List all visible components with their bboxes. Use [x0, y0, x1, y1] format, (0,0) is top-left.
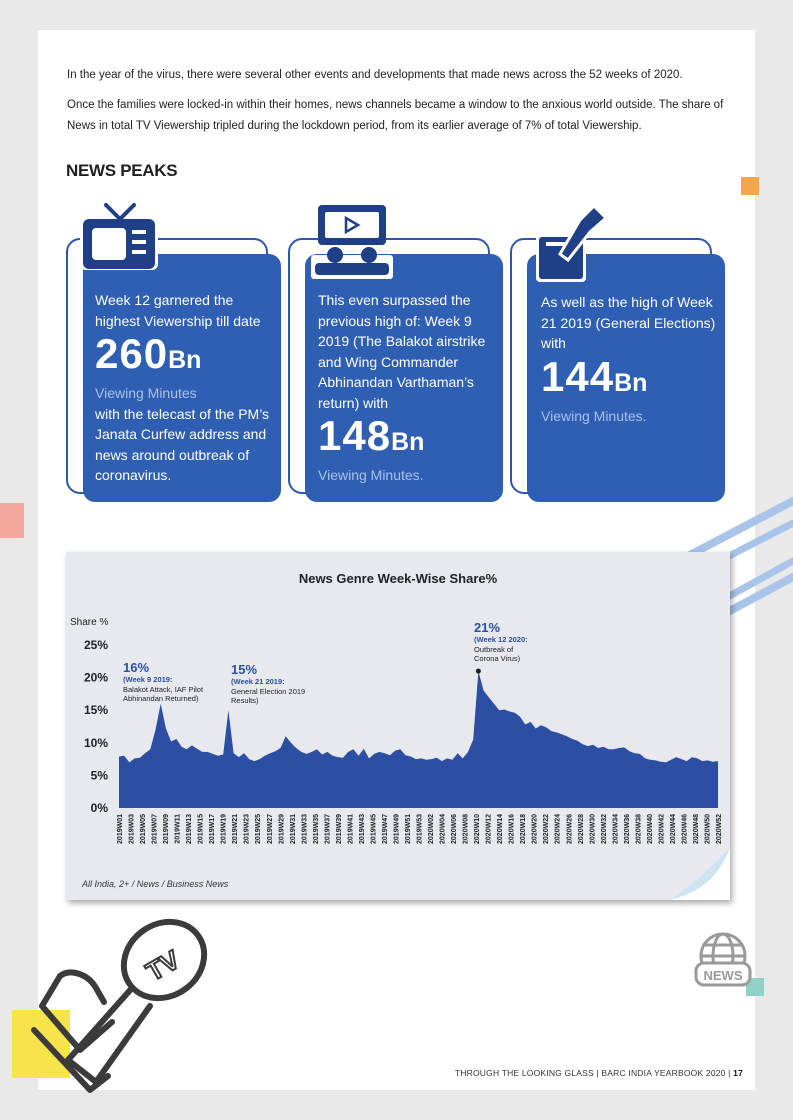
x-tick-label: 2019W05: [140, 814, 148, 844]
x-tick-label: 2019W33: [301, 814, 309, 844]
annotation-text: Outbreak of: [474, 645, 514, 654]
x-tick-label: 2019W31: [289, 814, 297, 844]
x-tick-label: 2020W30: [589, 814, 597, 844]
card-3-subtitle: Viewing Minutes.: [541, 407, 647, 424]
screen-audience-icon: [311, 205, 393, 279]
x-tick-label: 2020W42: [658, 814, 666, 844]
y-tick-label: 0%: [90, 801, 108, 815]
news-globe-icon: [694, 930, 764, 1000]
tv-icon: [80, 202, 158, 270]
annotation-week: (Week 12 2020:: [474, 635, 528, 644]
card-1-value: [95, 331, 275, 383]
chart-title: News Genre Week-Wise Share%: [298, 571, 498, 586]
card-3-text: [541, 292, 721, 426]
annotation-text: Corona Virus): [474, 654, 521, 663]
annotation-value: 21%: [474, 620, 501, 635]
annotation-week: (Week 9 2019:: [123, 675, 173, 684]
x-tick-label: 2020W16: [508, 814, 516, 844]
page-footer: [455, 1068, 743, 1078]
chart-panel: [66, 552, 730, 900]
x-tick-label: 2019W39: [335, 814, 343, 844]
yellow-square-decoration: [12, 1010, 70, 1078]
page-curl-decoration: [670, 848, 730, 900]
annotation-value: 15%: [231, 662, 258, 677]
y-tick-label: 10%: [83, 735, 108, 750]
y-tick-label: 25%: [83, 638, 108, 652]
annotation-week: (Week 21 2019:: [231, 677, 285, 686]
x-tick-label: 2020W08: [462, 814, 470, 844]
annotation-text: Abhinandan Returned): [123, 694, 199, 703]
card-2-text: [318, 290, 498, 486]
x-tick-label: 2020W26: [566, 814, 574, 844]
x-tick-label: 2019W15: [197, 814, 205, 844]
x-tick-label: 2020W12: [485, 814, 493, 844]
footer-text: THROUGH THE LOOKING GLASS | BARC INDIA YEARBOOK 2020 |: [454, 1068, 731, 1078]
x-tick-label: 2019W35: [312, 814, 320, 844]
x-tick-label: 2019W41: [347, 814, 355, 844]
page-number: 17: [733, 1068, 743, 1078]
x-tick-label: 2019W29: [278, 814, 286, 844]
orange-square-decoration: [741, 177, 759, 195]
card-1-subtitle: Viewing Minutes: [95, 385, 197, 401]
card-3-unit: Bn: [614, 368, 648, 397]
x-tick-label: 2020W52: [716, 814, 723, 844]
news-share-chart: [66, 552, 730, 900]
x-tick-label: 2019W23: [243, 814, 251, 844]
x-tick-label: 2019W51: [404, 814, 412, 844]
card-3-number: 144: [541, 352, 615, 400]
y-axis-label: Share %: [70, 617, 109, 628]
x-tick-label: 2020W24: [554, 814, 562, 844]
x-tick-label: 2019W43: [358, 814, 366, 844]
intro-paragraph-1: In the year of the virus, there were several other events and developments that made news across the 52 weeks of 2020.: [67, 69, 683, 81]
x-tick-label: 2020W20: [531, 814, 539, 844]
x-tick-label: 2019W03: [128, 814, 136, 844]
card-1-text: [95, 290, 275, 486]
x-tick-label: 2020W06: [451, 814, 459, 844]
ballot-box-icon: [536, 206, 606, 282]
x-tick-label: 2020W28: [577, 814, 585, 844]
x-tick-label: 2019W37: [324, 814, 332, 844]
card-2-unit: Bn: [391, 428, 425, 456]
x-tick-label: 2020W02: [428, 814, 436, 844]
news-icon-label: NEWS: [703, 968, 743, 983]
peak-marker: [476, 669, 481, 674]
y-tick-label: 20%: [83, 670, 108, 685]
x-tick-label: 2020W14: [497, 814, 505, 844]
area-series: [119, 671, 718, 808]
annotation-value: 16%: [123, 660, 150, 675]
x-tick-label: 2020W32: [600, 814, 608, 844]
x-tick-label: 2020W48: [692, 814, 700, 844]
x-tick-label: 2019W49: [393, 814, 401, 844]
x-tick-label: 2019W09: [163, 814, 171, 844]
x-tick-label: 2020W40: [646, 814, 654, 844]
annotation-text: Balakot Attack, IAF Pilot: [123, 685, 204, 694]
x-tick-label: 2020W44: [669, 814, 677, 844]
x-tick-label: 2019W13: [186, 814, 194, 844]
x-tick-label: 2019W53: [416, 814, 424, 844]
card-2-value: [318, 413, 498, 465]
x-tick-label: 2020W18: [520, 814, 528, 844]
x-tick-label: 2019W11: [174, 814, 182, 844]
section-heading: NEWS PEAKS: [66, 161, 178, 180]
card-1-number: 260: [95, 330, 169, 377]
card-1-outro: with the telecast of the PM’s Janata Curfew address and news around outbreak of coronavirus.: [95, 405, 270, 483]
card-2-subtitle: Viewing Minutes.: [318, 467, 424, 483]
hand-microphone-icon: [0, 910, 220, 1100]
card-1-intro: Week 12 garnered the highest Viewership till date: [95, 292, 261, 329]
x-tick-label: 2019W45: [370, 814, 378, 844]
annotation-text: General Election 2019: [231, 687, 306, 696]
x-tick-label: 2020W38: [635, 814, 643, 844]
x-tick-label: 2020W36: [623, 814, 631, 844]
intro-paragraph-2: Once the families were locked-in within their homes, news channels became a window to the anxious world outside. The share of News in total TV Viewership tripled during the lockdown period, from its earlier average of 7% of total Viewership.: [67, 99, 724, 132]
pink-square-decoration: [0, 503, 24, 538]
card-1-unit: Bn: [168, 346, 202, 374]
annotation-text: Results): [231, 696, 259, 705]
x-tick-label: 2019W25: [255, 814, 263, 844]
x-tick-label: 2019W07: [151, 814, 159, 844]
card-2-intro: This even surpassed the previous high of: Week 9 2019 (The Balakot airstrike and Wing Commander Abhinandan Varthaman’s return) with: [318, 292, 486, 411]
x-tick-label: 2020W50: [704, 814, 712, 844]
card-3-value: [541, 354, 721, 406]
card-2-number: 148: [318, 412, 392, 459]
x-tick-label: 2020W10: [474, 814, 482, 844]
x-tick-label: 2019W47: [381, 814, 389, 844]
x-tick-label: 2020W22: [543, 814, 551, 844]
chart-footnote: All India, 2+ / News / Business News: [82, 879, 229, 889]
x-tick-label: 2019W21: [232, 814, 240, 844]
x-tick-label: 2019W27: [266, 814, 274, 844]
x-tick-label: 2020W34: [612, 814, 620, 844]
card-3-intro: As well as the high of Week 21 2019 (General Elections) with: [541, 294, 716, 351]
x-tick-label: 2020W04: [439, 814, 447, 844]
mic-tv-label: TV: [140, 944, 185, 987]
y-tick-label: 5%: [90, 768, 108, 783]
x-tick-label: 2020W46: [681, 814, 689, 844]
x-tick-label: 2019W19: [220, 814, 228, 844]
y-tick-label: 15%: [83, 703, 108, 718]
x-tick-label: 2019W01: [117, 814, 124, 844]
x-tick-label: 2019W17: [209, 814, 217, 844]
